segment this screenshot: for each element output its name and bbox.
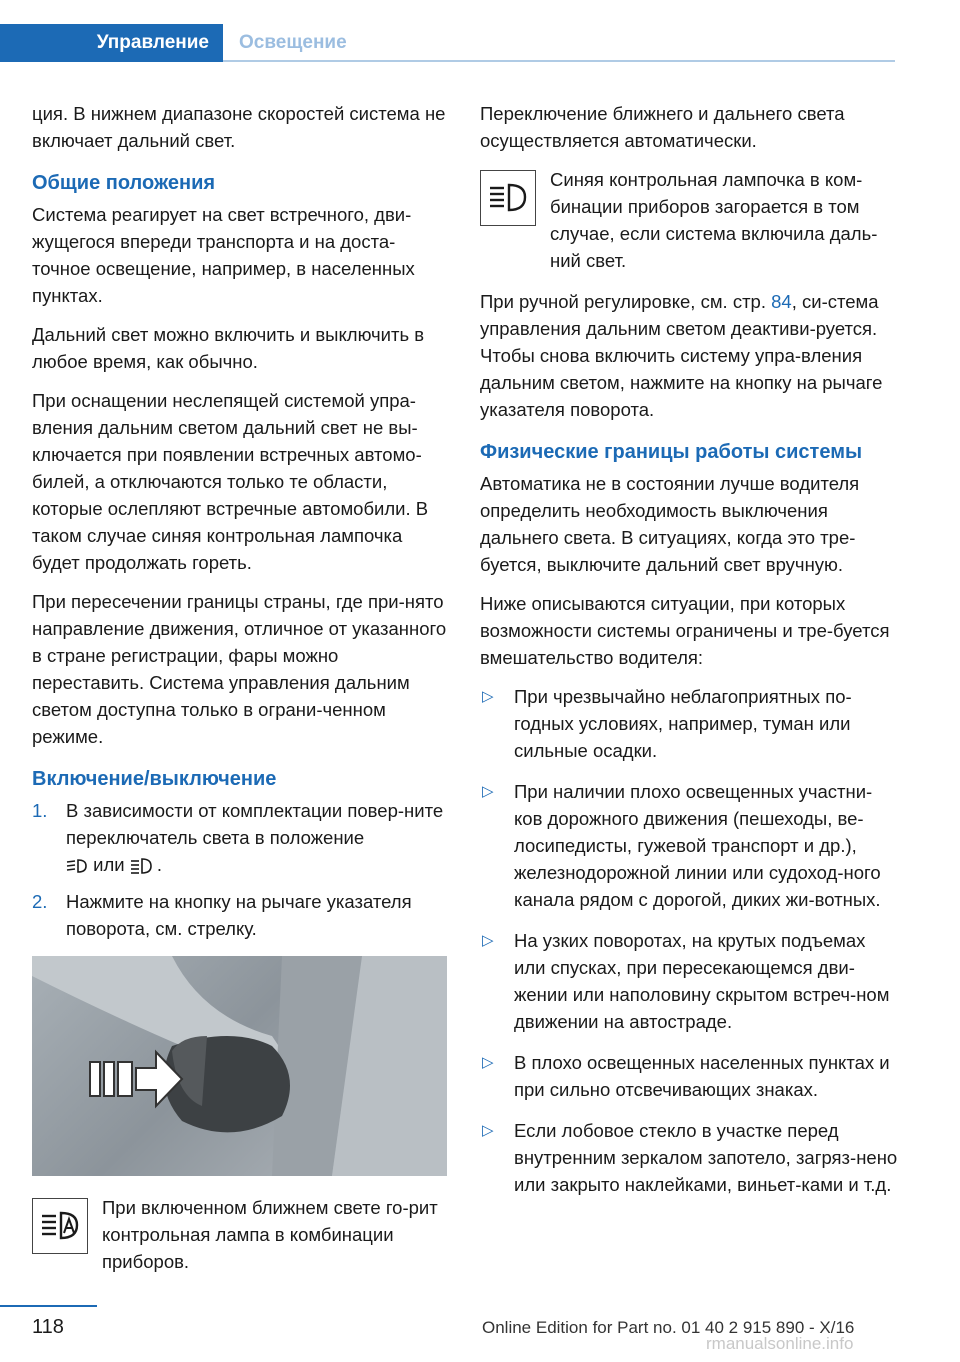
list-item [480,778,898,913]
paragraph-limits-1: Автоматика не в состоянии лучше водителя определить необходимость выключения дальнего света. В ситуациях, когда это тре-буется, выключите дальний свет вручную. [480,473,860,575]
paragraph-general-3: При оснащении неслепящей системой упра-вления дальним светом дальний свет не вы-ключается при появлении встречных автомо-билей, а отключаются только те области, которые ослепляют встречные автомобили. В таком случае синяя контрольная лампочка будет продолжать гореть. [32,390,429,573]
turn-signal-lever-photo [32,956,447,1176]
step-item [32,797,452,878]
bullet-marker: ▷ [482,932,494,949]
edition-note: Online Edition for Part no. 01 40 2 915 890 - X/16 [482,1318,855,1337]
step-or: или [93,854,125,875]
heading-general: Общие положения [32,172,216,194]
indicator-note-text: Синяя контрольная лампочка в ком-бинации приборов загорается в том случае, если система включила даль-ний свет. [550,169,878,271]
paragraph-general-1: Система реагирует на свет встречного, дви-жущегося впереди транспорта и на доста-точное освещение, например, в населенных пунктах. [32,204,415,306]
tab-control[interactable]: Управление [0,24,223,62]
bullet-marker: ▷ [482,1054,494,1071]
limits-list [480,683,898,1198]
list-item-text: Если лобовое стекло в участке перед внутренним зеркалом запотело, загряз-нено или закрыто наклейками, виньет-ками и т.д. [514,1120,898,1195]
step-item [32,888,452,942]
manual-text-end: , си-стема управления дальним светом деактиви-руется. Чтобы снова включить систему упра-вления дальним светом, нажмите на кнопку на рычаге указателя поворота. [480,291,883,420]
step-number: 1. [32,800,48,821]
heading-on-off: Включение/выключение [32,768,277,790]
auto-headlight-icon [66,856,88,876]
list-item-text: На узких поворотах, на крутых подъемах или спусках, при пересекающемся дви-жении или наполовину скрытом встреч-ном движении на автостраде. [514,930,890,1032]
indicator-note-high-beam [480,166,898,274]
page-link[interactable]: 84 [771,291,792,312]
list-item [480,927,898,1035]
step-text: Нажмите на кнопку на рычаге указателя поворота, см. стрелку. [66,891,412,939]
footer-divider [0,1305,97,1307]
paragraph-general-2: Дальний свет можно включить и выключить в любое время, как обычно. [32,324,425,372]
list-item-text: При наличии плохо освещенных участни-ков дорожного движения (пешеходы, ве-лосипедисты, гужевой транспорт и др.), железнодорожной линии или судоход-ного канала рядом с дорогой, диких жи-вотных. [514,781,881,910]
bullet-marker: ▷ [482,1122,494,1139]
step-end: . [156,854,163,875]
list-item [480,683,898,764]
step-text: В зависимости от комплектации повер-ните переключатель света в положение [66,800,444,848]
lever-illustration [32,956,447,1176]
tab-lighting[interactable]: Освещение [239,32,347,53]
page-number: 118 [32,1316,64,1338]
paragraph-auto-switch: Переключение ближнего и дальнего света осуществляется автоматически. [480,103,845,151]
indicator-note-text: При включенном ближнем свете го-рит контрольная лампа в комбинации приборов. [102,1197,438,1272]
paragraph-intro: ция. В нижнем диапазоне скоростей система не включает дальний свет. [32,103,446,151]
list-item-text: В плохо освещенных населенных пунктах и при сильно отсвечивающих знаках. [514,1052,890,1100]
indicator-note-low-beam [32,1194,452,1275]
watermark: rmanualsonline.info [706,1334,854,1353]
step-number: 2. [32,891,48,912]
manual-text-start: При ручной регулировке, см. стр. [480,291,766,312]
header-divider [223,60,895,62]
list-item-text: При чрезвычайно неблагоприятных по-годных условиях, например, туман или сильные осадки. [514,686,852,761]
steps-list [32,797,452,942]
header-bar [0,24,895,62]
bullet-marker: ▷ [482,688,494,705]
list-item [480,1049,898,1103]
heading-limits: Физические границы работы системы [480,441,863,463]
paragraph-manual [480,288,898,423]
bullet-marker: ▷ [482,783,494,800]
paragraph-limits-2: Ниже описываются ситуации, при которых возможности системы ограничены и тре-буется вмешательство водителя: [480,593,890,668]
list-item [480,1117,898,1198]
left-column [32,100,452,1275]
headlight-auto-indicator-icon [32,1198,88,1254]
high-beam-indicator-icon [480,170,536,226]
high-beam-assist-icon [130,856,152,876]
paragraph-general-4: При пересечении границы страны, где при-нято направление движения, отличное от указанного в стране регистрации, фары можно переставить. Система управления дальним светом доступна только в ограни-ченном режиме. [32,591,447,747]
right-column [480,100,898,1212]
